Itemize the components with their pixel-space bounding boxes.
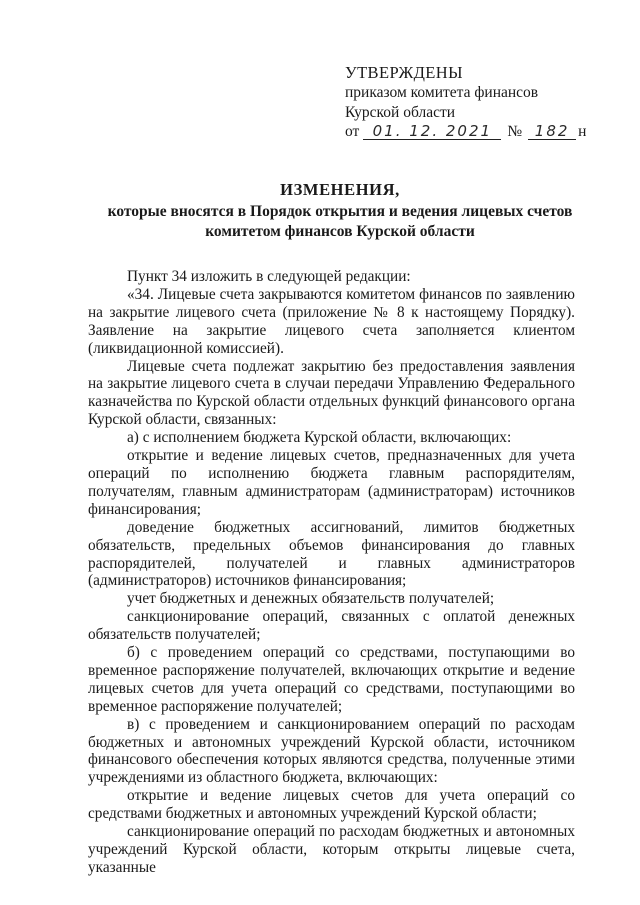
- paragraph: «34. Лицевые счета закрываются комитетом финансов по заявлению на закрытие лицевого счета (приложение № 8 к настоящему Порядку). Заявление на закрытие лицевого счета заполняется клиентом (ликвидационной комиссией).: [88, 285, 575, 357]
- paragraph: в) с проведением и санкционированием операций по расходам бюджетных и автономных учреждений Курской области, источником финансового обеспечения которых являются средства, полученные этими учреждениями из областного бюджета, включающих:: [88, 715, 575, 787]
- number-prefix: №: [507, 123, 523, 140]
- approval-stamp: [345, 62, 635, 142]
- date-prefix: от: [345, 123, 360, 140]
- paragraph: Пункт 34 изложить в следующей редакции:: [127, 268, 411, 285]
- paragraph: учет бюджетных и денежных обязательств получателей;: [127, 590, 495, 608]
- approval-title: УТВЕРЖДЕНЫ: [345, 63, 463, 82]
- number-suffix: н: [578, 123, 587, 140]
- paragraph: открытие и ведение лицевых счетов, предназначенных для учета операций по исполнению бюджета главным распорядителям, получателям, главным администраторам (администраторам) источников финансирования;: [88, 447, 575, 518]
- paragraph: санкционирование операций, связанных с оплатой денежных обязательств получателей;: [88, 608, 575, 644]
- approval-line-2: Курской области: [345, 103, 456, 121]
- document-subtitle-line-1: которые вносятся в Порядок открытия и ведения лицевых счетов: [107, 203, 573, 220]
- handwritten-number: 182: [528, 123, 576, 140]
- paragraph: открытие и ведение лицевых счетов для учета операций со средствами бюджетных и автономных учреждений Курской области;: [88, 787, 575, 823]
- paragraph: санкционирование операций по расходам бюджетных и автономных учреждений Курской области, которым открыты лицевые счета, указанные: [88, 823, 575, 876]
- paragraph: а) с исполнением бюджета Курской области, включающих:: [127, 429, 512, 447]
- document-body: [88, 268, 575, 877]
- paragraph: доведение бюджетных ассигнований, лимитов бюджетных обязательств, предельных объемов финансирования до главных распорядителей, получателей и главных администраторов (администраторов) источников финансирования;: [88, 518, 575, 590]
- document-title: ИЗМЕНЕНИЯ,: [280, 180, 400, 199]
- paragraph: б) с проведением операций со средствами, поступающими во временное распоряжение получателей, включающих открытие и ведение лицевых счетов для учета операций со средствами, поступающими во временное распоряжение получателей;: [88, 644, 575, 715]
- approval-line-1: приказом комитета финансов: [345, 84, 539, 101]
- approval-date-line: [345, 122, 635, 142]
- document-subtitle-line-2: комитетом финансов Курской области: [205, 222, 475, 240]
- handwritten-date: 01. 12. 2021: [363, 123, 501, 140]
- document-heading: [60, 178, 620, 241]
- paragraph: Лицевые счета подлежат закрытию без предоставления заявления на закрытие лицевого счета в случаи передачи Управлению Федерального казначейства по Курской области отдельных функций финансового органа Курской области, связанных:: [88, 357, 575, 429]
